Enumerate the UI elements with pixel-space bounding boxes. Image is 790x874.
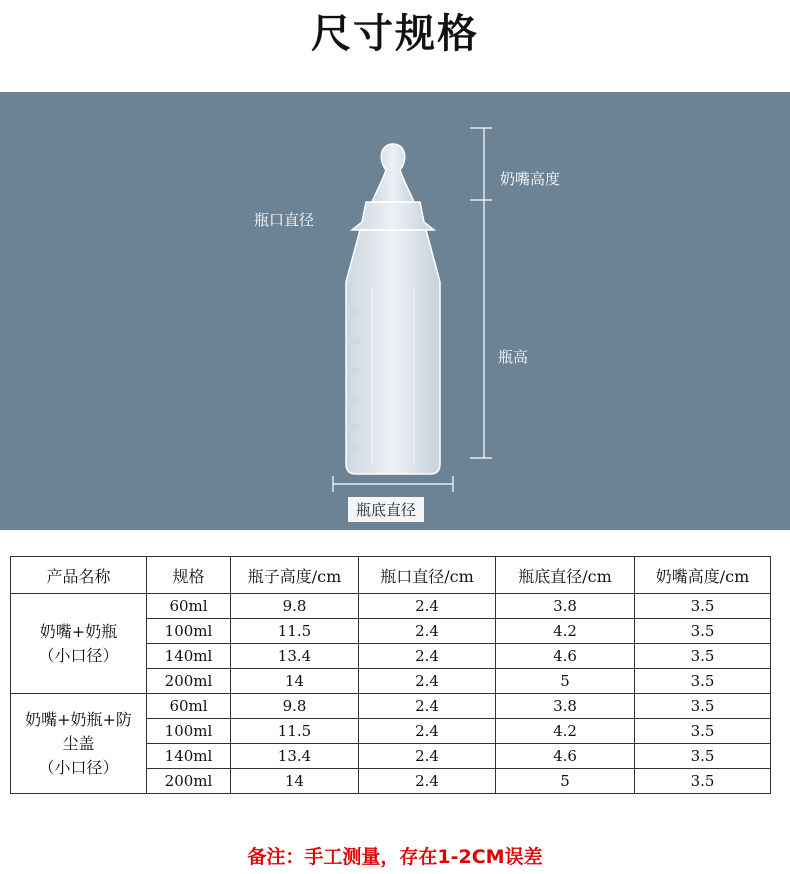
product-name-line: （小口径） — [38, 645, 119, 665]
column-header: 瓶子高度/cm — [231, 557, 359, 594]
bottle-photo — [0, 92, 790, 530]
product-name-cell — [11, 694, 147, 794]
table-cell: 2.4 — [359, 619, 496, 644]
scale-mark: 30 — [350, 397, 361, 406]
table-row — [11, 594, 771, 619]
table-cell: 2.4 — [359, 669, 496, 694]
table-cell: 14 — [231, 669, 359, 694]
table-cell: 3.5 — [635, 644, 771, 669]
table-cell: 4.2 — [496, 719, 635, 744]
table-cell: 3.5 — [635, 744, 771, 769]
column-header: 瓶底直径/cm — [496, 557, 635, 594]
table-cell: 2.4 — [359, 769, 496, 794]
table-cell: 4.2 — [496, 619, 635, 644]
table-cell: 9.8 — [231, 694, 359, 719]
table-cell: 3.8 — [496, 694, 635, 719]
column-header: 产品名称 — [11, 557, 147, 594]
base-diameter-label: 瓶底直径 — [348, 497, 424, 522]
column-header: 奶嘴高度/cm — [635, 557, 771, 594]
product-name-cell — [11, 594, 147, 694]
bottle-height-label: 瓶高 — [498, 348, 529, 366]
column-header: 规格 — [147, 557, 231, 594]
table-cell: 3.5 — [635, 594, 771, 619]
table-cell: 5 — [496, 669, 635, 694]
scale-mark: 50 — [350, 337, 361, 346]
table-cell: 200ml — [147, 769, 231, 794]
nipple-shape — [372, 144, 414, 202]
table-cell: 2.4 — [359, 594, 496, 619]
table-cell: 4.6 — [496, 644, 635, 669]
scale-mark: 20 — [350, 423, 361, 432]
table-cell: 140ml — [147, 744, 231, 769]
table-cell: 3.5 — [635, 719, 771, 744]
table-cell: 9.8 — [231, 594, 359, 619]
scale-mark: 40 — [350, 367, 361, 376]
table-cell: 3.5 — [635, 769, 771, 794]
nipple-height-label: 奶嘴高度 — [500, 170, 561, 188]
scale-mark: 10 — [350, 445, 361, 454]
table-cell: 11.5 — [231, 619, 359, 644]
table-cell: 13.4 — [231, 744, 359, 769]
page-title: 尺寸规格 — [311, 11, 479, 57]
scale-mark: 60 — [350, 307, 361, 316]
table-cell: 2.4 — [359, 719, 496, 744]
table-cell: 5 — [496, 769, 635, 794]
table-cell: 14 — [231, 769, 359, 794]
product-name-line: （小口径） — [38, 757, 119, 777]
table-cell: 3.8 — [496, 594, 635, 619]
bottle-body-shape — [346, 230, 440, 474]
column-header: 瓶口直径/cm — [359, 557, 496, 594]
table-cell: 11.5 — [231, 719, 359, 744]
table-cell: 2.4 — [359, 694, 496, 719]
table-cell: 200ml — [147, 669, 231, 694]
measurement-note: 备注：手工测量，存在1-2CM误差 — [247, 846, 543, 868]
table-cell: 100ml — [147, 619, 231, 644]
mouth-diameter-label: 瓶口直径 — [254, 211, 315, 229]
table-cell: 100ml — [147, 719, 231, 744]
table-cell: 3.5 — [635, 694, 771, 719]
collar-shape — [352, 202, 434, 230]
spec-table — [10, 556, 771, 794]
product-name-line: 尘盖 — [62, 733, 95, 753]
table-cell: 3.5 — [635, 619, 771, 644]
table-row — [11, 694, 771, 719]
table-cell: 60ml — [147, 694, 231, 719]
table-cell: 3.5 — [635, 669, 771, 694]
table-header-row — [11, 557, 771, 594]
table-cell: 140ml — [147, 644, 231, 669]
bottle-diagram — [0, 92, 790, 530]
table-cell: 4.6 — [496, 744, 635, 769]
product-name-line: 奶嘴+奶瓶 — [39, 621, 118, 641]
table-cell: 13.4 — [231, 644, 359, 669]
table-cell: 2.4 — [359, 644, 496, 669]
product-name-line: 奶嘴+奶瓶+防 — [25, 709, 132, 729]
table-cell: 2.4 — [359, 744, 496, 769]
table-cell: 60ml — [147, 594, 231, 619]
